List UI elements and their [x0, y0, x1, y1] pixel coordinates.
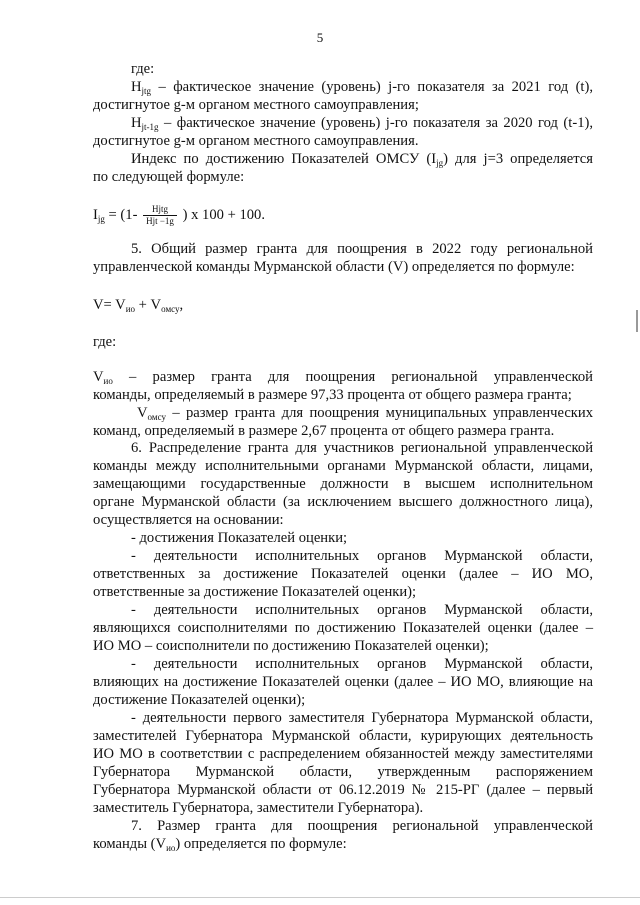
paragraph-6: 6. Распределение гранта для участников региональной управленческой — [131, 440, 593, 456]
formula-index: $I_{jg} = (1-$ $\frac{\text{Hjtg}}{\text{Hjt −1g}}$ ) х 100 + 100. — [93, 204, 265, 226]
list-item: - деятельности исполнительных органов Мурманской области, — [131, 548, 593, 564]
text-line: где: — [93, 334, 117, 350]
text-line: Индекс по достижению Показателей ОМСУ $(I_{jg})$ для j=3 определяется — [131, 151, 593, 168]
text-line: ИО МО – соисполнители по достижению Показателей оценки); — [93, 638, 489, 654]
page-edge-line — [0, 897, 640, 898]
text-line: достигнутое g-м органом местного самоуправления. — [93, 133, 419, 149]
text-line: Губернатора Мурманской области от 06.12.2019 № 215-РГ (далее – первый — [93, 782, 593, 798]
text-line: команд, определяемый в размере 2,67 процента от общего размера гранта. — [93, 423, 555, 439]
text-line: команды $(V_{ио})$ определяется по формуле: — [93, 836, 347, 853]
text-line: достигнутое g-м органом местного самоуправления; — [93, 97, 419, 113]
definition-line: $V_{ио}$ – размер гранта для поощрения региональной управленческой — [93, 369, 593, 386]
paragraph-5: 5. Общий размер гранта для поощрения в 2022 году региональной — [131, 241, 593, 257]
text-line: достижение Показателей оценки); — [93, 692, 306, 708]
text-line: команды между исполнительными органами Мурманской области, лицами, — [93, 458, 593, 474]
definition-line: $H_{jtg}$ – фактическое значение (уровень) j-го показателя за 2021 год (t), — [131, 79, 593, 96]
formula-total: $V= V_{ио} + V_{омсу}$, — [93, 297, 184, 314]
text-line: ответственных за достижение Показателей оценки (далее – ИО МО, — [93, 566, 593, 582]
page-number: 5 — [316, 30, 324, 45]
list-item: - деятельности исполнительных органов Мурманской области, — [131, 602, 593, 618]
text-line: команды, определяемый в размере 97,33 процента от общего размера гранта; — [93, 387, 572, 403]
list-item: - деятельности исполнительных органов Мурманской области, — [131, 656, 593, 672]
paragraph-7: 7. Размер гранта для поощрения региональной управленческой — [131, 818, 593, 834]
definition-line: $V_{омсу}$ – размер гранта для поощрения муниципальных управленческих — [137, 405, 593, 422]
text-line: замещающими государственные должности в высшем исполнительном — [93, 476, 593, 492]
text-line: влияющих на достижение Показателей оценки (далее – ИО МО, влияющие на — [93, 674, 593, 690]
text-line: заместитель Губернатора, заместители Губернатора). — [93, 800, 424, 816]
text-line: ИО МО в соответствии с распределением обязанностей между заместителями — [93, 746, 593, 762]
text-line: являющихся соисполнителями по достижению Показателей оценки (далее – — [93, 620, 593, 636]
fraction: $\frac{\text{Hjtg}}{\text{Hjt −1g}}$ — [143, 204, 177, 227]
text-line: заместителей Губернатора Мурманской области, курирующих деятельность — [93, 728, 593, 744]
text-line: управленческой команды Мурманской области (V) определяется по формуле: — [93, 259, 575, 275]
text-line: где: — [131, 61, 155, 77]
text-line: Губернатора Мурманской области, утвержденным распоряжением — [93, 764, 593, 780]
scan-margin-mark — [636, 310, 638, 332]
text-line: осуществляется на основании: — [93, 512, 284, 528]
text-line: органе Мурманской области (за исключением высшего должностного лица), — [93, 494, 593, 510]
text-line: по следующей формуле: — [93, 169, 245, 185]
text-line: ответственные за достижение Показателей оценки); — [93, 584, 417, 600]
list-item: - достижения Показателей оценки; — [131, 530, 348, 546]
list-item: - деятельности первого заместителя Губернатора Мурманской области, — [131, 710, 593, 726]
definition-line: $H_{jt-1g}$ – фактическое значение (уровень) j-го показателя за 2020 год (t-1), — [131, 115, 593, 132]
